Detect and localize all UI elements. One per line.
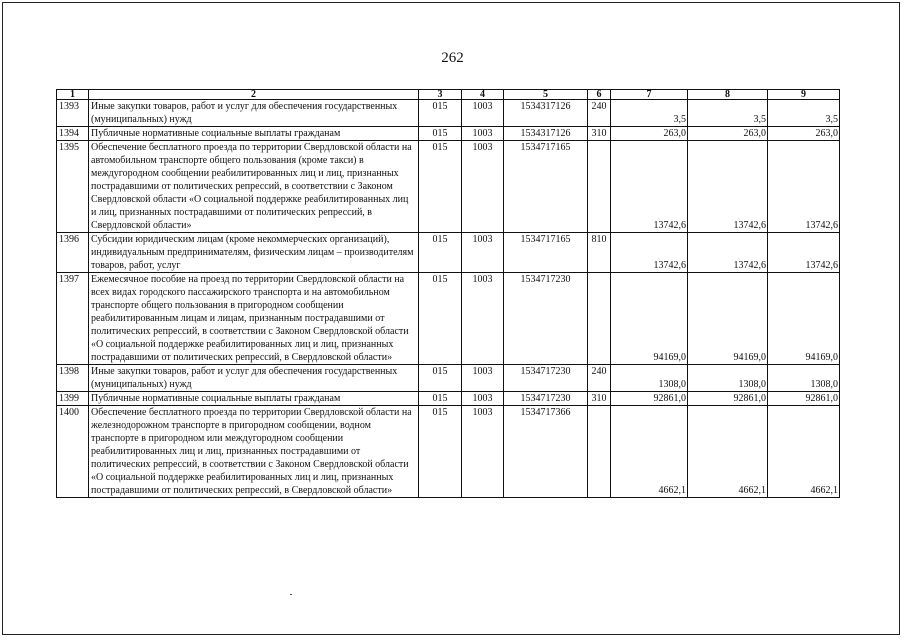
table-row [57,406,840,498]
table-row [57,233,840,273]
cell-col9: 1308,0 [768,365,840,392]
cell-col6 [588,273,611,365]
cell-col7: 263,0 [611,127,688,141]
row-number: 1399 [57,392,89,406]
cell-col7: 13742,6 [611,141,688,233]
cell-col5: 1534717165 [504,233,588,273]
cell-col9: 263,0 [768,127,840,141]
cell-col8: 13742,6 [688,141,768,233]
header-cell: 9 [768,90,840,100]
cell-col9: 92861,0 [768,392,840,406]
cell-col5: 1534717230 [504,273,588,365]
table-row [57,392,840,406]
cell-col7: 4662,1 [611,406,688,498]
cell-col6: 310 [588,392,611,406]
cell-col7: 94169,0 [611,273,688,365]
header-cell: 6 [588,90,611,100]
row-name: Иные закупки товаров, работ и услуг для обеспечения государственных (муниципальных) нужд [89,100,419,127]
row-name: Публичные нормативные социальные выплаты гражданам [89,127,419,141]
cell-col6: 240 [588,365,611,392]
cell-col6: 810 [588,233,611,273]
cell-col4: 1003 [462,233,504,273]
cell-col7: 92861,0 [611,392,688,406]
header-cell: 5 [504,90,588,100]
row-number: 1394 [57,127,89,141]
cell-col3: 015 [419,365,462,392]
cell-col3: 015 [419,392,462,406]
cell-col8: 92861,0 [688,392,768,406]
header-cell: 7 [611,90,688,100]
table-row [57,100,840,127]
budget-table [56,89,840,498]
cell-col3: 015 [419,141,462,233]
cell-col9: 4662,1 [768,406,840,498]
cell-col3: 015 [419,127,462,141]
row-name: Обеспечение бесплатного проезда по территории Свердловской области на автомобильном транспорте общего пользования (кроме такси) в междугородном сообщении реабилитированных лиц и лиц, признанных пострадавшими от политических репрессий, в соответствии с Законом Свердловской области «О социальной поддержке реабилитированных лиц и лиц, признанных пострадавшими от политических репрессий, в Свердловской области» [89,141,419,233]
row-name: Обеспечение бесплатного проезда по территории Свердловской области на железнодорожном транспорте в пригородном сообщении, водном транспорте в пригородном или междугородном сообщении реабилитированных лиц и лиц, признанных пострадавшими от политических репрессий, в соответствии с Законом Свердловской области «О социальной поддержке реабилитированных лиц и лиц, признанных пострадавшими от политических репрессий, в Свердловской области» [89,406,419,498]
row-number: 1393 [57,100,89,127]
table-row [57,273,840,365]
cell-col4: 1003 [462,406,504,498]
cell-col5: 1534317126 [504,127,588,141]
cell-col6 [588,141,611,233]
cell-col3: 015 [419,233,462,273]
cell-col7: 13742,6 [611,233,688,273]
cell-col5: 1534717366 [504,406,588,498]
cell-col8: 263,0 [688,127,768,141]
cell-col5: 1534717165 [504,141,588,233]
cell-col7: 3,5 [611,100,688,127]
row-number: 1400 [57,406,89,498]
cell-col5: 1534717230 [504,392,588,406]
header-cell: 8 [688,90,768,100]
cell-col5: 1534717230 [504,365,588,392]
header-cell: 3 [419,90,462,100]
cell-col4: 1003 [462,100,504,127]
cell-col3: 015 [419,100,462,127]
row-number: 1398 [57,365,89,392]
header-row [57,90,840,100]
cell-col7: 1308,0 [611,365,688,392]
cell-col4: 1003 [462,141,504,233]
cell-col8: 3,5 [688,100,768,127]
cell-col9: 3,5 [768,100,840,127]
row-name: Публичные нормативные социальные выплаты гражданам [89,392,419,406]
cell-col9: 94169,0 [768,273,840,365]
row-name: Субсидии юридическим лицам (кроме некоммерческих организаций), индивидуальным предпринимателям, физическим лицам – производителям товаров, работ, услуг [89,233,419,273]
row-name: Ежемесячное пособие на проезд по территории Свердловской области на всех видах городского пассажирского транспорта и на автомобильном транспорте общего пользования в пригородном сообщении реабилитированным лицам и лицам, признанным пострадавшими от политических репрессий, в соответствии с Законом Свердловской области «О социальной поддержке реабилитированных лиц и лиц, признанных пострадавшими от политических репрессий, в Свердловской области» [89,273,419,365]
header-cell: 2 [89,90,419,100]
cell-col4: 1003 [462,127,504,141]
table-row [57,141,840,233]
row-name: Иные закупки товаров, работ и услуг для обеспечения государственных (муниципальных) нужд [89,365,419,392]
cell-col5: 1534317126 [504,100,588,127]
cell-col9: 13742,6 [768,141,840,233]
cell-col6 [588,406,611,498]
cell-col8: 13742,6 [688,233,768,273]
cell-col3: 015 [419,273,462,365]
cell-col4: 1003 [462,365,504,392]
cell-col8: 1308,0 [688,365,768,392]
cell-col6: 240 [588,100,611,127]
scan-speck [290,594,292,595]
row-number: 1395 [57,141,89,233]
cell-col6: 310 [588,127,611,141]
header-cell: 1 [57,90,89,100]
cell-col3: 015 [419,406,462,498]
cell-col8: 94169,0 [688,273,768,365]
header-cell: 4 [462,90,504,100]
cell-col8: 4662,1 [688,406,768,498]
table-row [57,365,840,392]
row-number: 1397 [57,273,89,365]
cell-col4: 1003 [462,273,504,365]
table-row [57,127,840,141]
cell-col9: 13742,6 [768,233,840,273]
row-number: 1396 [57,233,89,273]
page-number: 262 [441,50,464,66]
cell-col4: 1003 [462,392,504,406]
